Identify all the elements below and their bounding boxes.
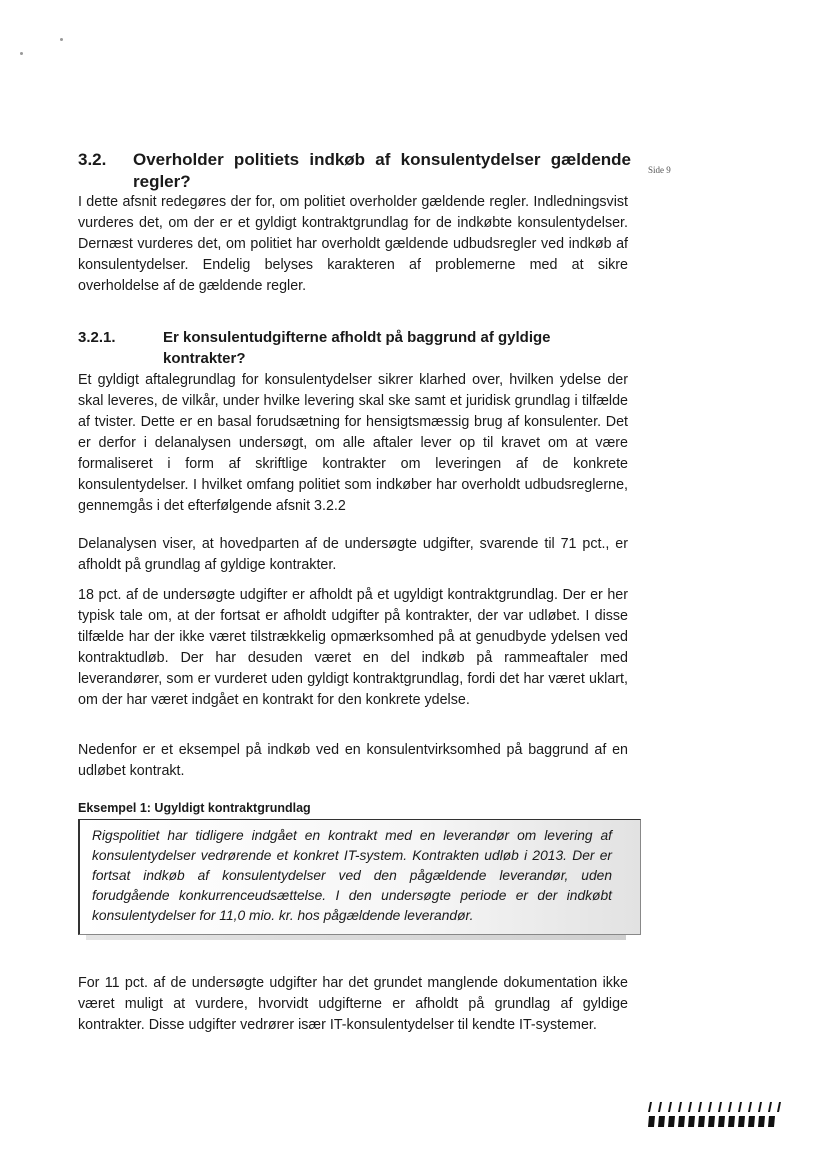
subsection-number: 3.2.1. — [78, 329, 116, 346]
subsection-title: Er konsulentudgifterne afholdt på baggrund af gyldige kontrakter? — [163, 329, 551, 367]
paragraph: Nedenfor er et eksempel på indkøb ved en konsulentvirksomhed på baggrund af en udløbet kontrakt. — [78, 742, 628, 779]
scan-mark — [60, 38, 63, 41]
barcode — [648, 1102, 782, 1128]
scan-mark — [20, 52, 23, 55]
example-box: Rigspolitiet har tidligere indgået en kontrakt med en leverandør om levering af konsulentydelser vedrørende et konkret IT-system. Kontrakten udløb i 2013. Der er fortsat indkøb af konsulentydelser ved den pågældende leverandør, uden forudgående konkurrenceudsættelse. I den undersøgte periode er der indkøbt konsulentydelser for 11,0 mio. kr. hos pågældende leverandør. — [78, 819, 641, 935]
section-intro: I dette afsnit redegøres der for, om politiet overholder gældende regler. Indledningsvist vurderes det, om der er et gyldigt kontraktgrundlag for de indkøbte konsulentydelser. Dernæst vurderes det, om politiet har overholdt gældende udbudsregler ved indkøb af konsulentydelser. Endelig belyses karakteren af problemerne med at sikre overholdelse af de gældende regler. — [78, 194, 628, 294]
paragraph: Et gyldigt aftalegrundlag for konsulentydelser sikrer klarhed over, hvilken ydelse der skal leveres, de vilkår, under hvilke levering skal ske samt et juridisk grundlag i tilfælde af tvister. Dette er en basal forudsætning for hensigtsmæssig brug af konsulenter. Det er derfor i delanalysen undersøgt, om alle aftaler lever op til kravet om at være formaliseret i form af skriftlige kontrakter om leveringen af de konkrete konsulentydelser. I hvilket omfang politiet som indkøber har overholdt udbudsreglerne, gennemgås i det efterfølgende afsnit 3.2.2 — [78, 372, 628, 514]
paragraph: 18 pct. af de undersøgte udgifter er afholdt på et ugyldigt kontraktgrundlag. Der er her typisk tale om, at der fortsat er afholdt udgifter på kontrakter, der var udløbet. I disse tilfælde har der ikke været tilstrækkelig opmærksomhed på at genudbyde ydelsen ved kontraktudløb. Der har desuden været en del indkøb på rammeaftaler med leverandører, som er vurderet uden gyldigt kontraktgrundlag, fordi det har været uklart, om der har været indgået en kontrakt for den konkrete ydelse. — [78, 587, 628, 708]
example-title: Eksempel 1: Ugyldigt kontraktgrundlag — [78, 801, 311, 815]
section-title: Overholder politiets indkøb af konsulentydelser gældende regler? — [133, 150, 631, 191]
paragraph: Delanalysen viser, at hovedparten af de undersøgte udgifter, svarende til 71 pct., er afholdt på grundlag af gyldige kontrakter. — [78, 536, 628, 573]
page-label: Side 9 — [648, 165, 671, 175]
closing-paragraph: For 11 pct. af de undersøgte udgifter har det grundet manglende dokumentation ikke været muligt at vurdere, hvorvidt udgifterne er afholdt på grundlag af gyldige kontrakter. Disse udgifter vedrører især IT-konsulentydelser til kendte IT-systemer. — [78, 975, 628, 1033]
section-number: 3.2. — [78, 150, 107, 169]
